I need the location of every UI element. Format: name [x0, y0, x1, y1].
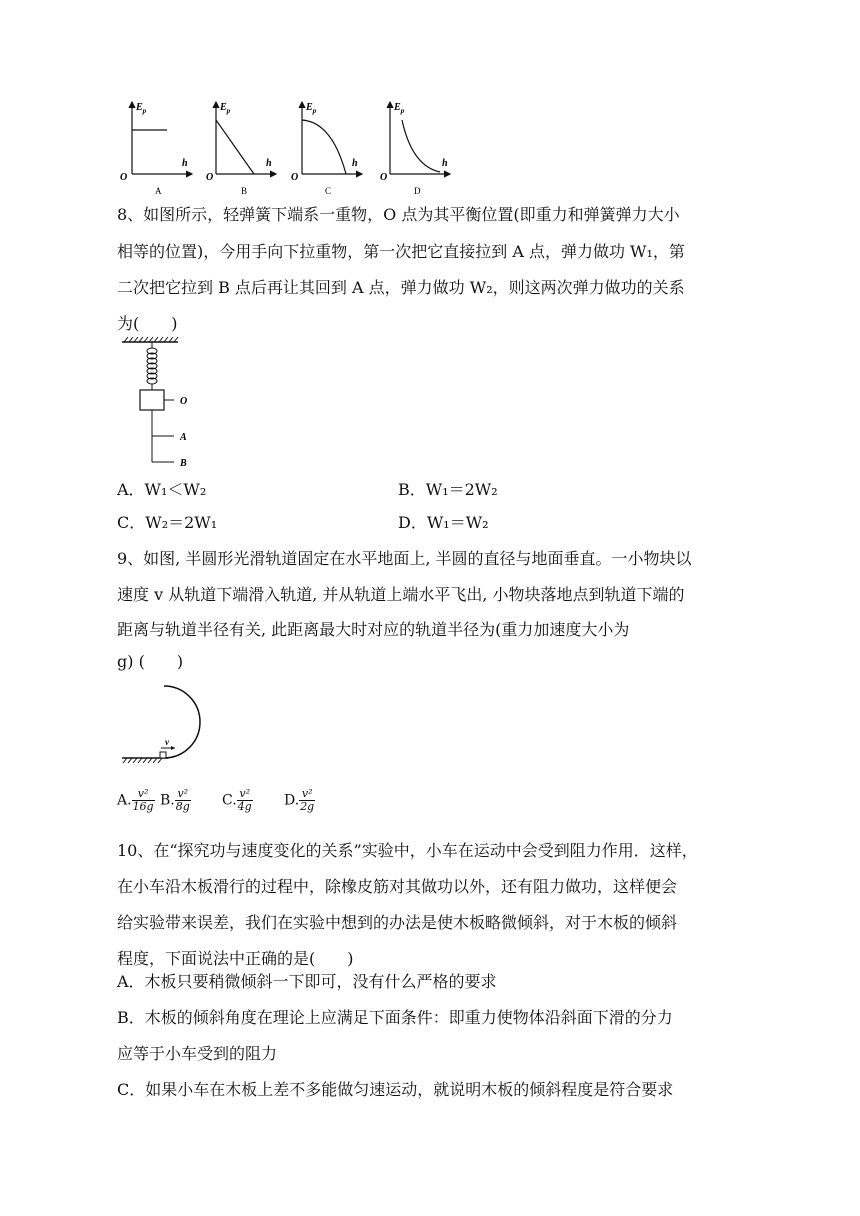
- q9-option-b-prefix: B.: [160, 792, 175, 809]
- graph-a-label: A: [155, 186, 162, 196]
- graph-b-label: B: [241, 186, 248, 196]
- ep-h-graphs: [110, 96, 460, 200]
- graph-b-xlabel: h: [266, 158, 272, 169]
- graph-a-origin: O: [120, 172, 128, 183]
- q8-option-b[interactable]: B．W₁＝2W₂: [398, 480, 498, 499]
- q10-option-c[interactable]: C．如果小车在木板上差不多能做匀速运动，就说明木板的倾斜程度是符合要求: [117, 1080, 674, 1099]
- q9-option-a-fraction: $\frac{\text{v²}}{16g}$: [132, 787, 154, 813]
- q9-option-a[interactable]: [117, 788, 155, 813]
- spring-label-b: B: [180, 458, 187, 469]
- graph-b-ylabel: $E_p$: [220, 102, 231, 115]
- q9-option-d-prefix: D.: [284, 792, 300, 809]
- q9-option-d-fraction: $\frac{\text{v²}}{2g}$: [300, 787, 315, 813]
- graph-a-ylabel: $E_p$: [136, 102, 147, 115]
- graph-b-origin: O: [206, 172, 214, 183]
- graph-a-xlabel: h: [182, 158, 188, 169]
- q9-option-c-prefix: C.: [222, 792, 237, 809]
- spring-figure: [118, 336, 208, 471]
- graph-d: [380, 102, 450, 196]
- q10-line-4: 程度，下面说法中正确的是( ): [117, 949, 354, 968]
- graph-d-origin: O: [380, 172, 388, 183]
- graph-d-label: D: [414, 186, 421, 196]
- q10-line-2: 在小车沿木板滑行的过程中，除橡皮筋对其做功以外，还有阻力做功，这样便会: [117, 877, 678, 896]
- q9-option-a-prefix: A.: [117, 792, 132, 809]
- velocity-label: v: [165, 737, 169, 747]
- q10-option-b-line-1[interactable]: B．木板的倾斜角度在理论上应满足下面条件：即重力使物体沿斜面下滑的分力: [117, 1008, 673, 1027]
- q9-option-d[interactable]: [284, 788, 315, 813]
- q9-line-1: 9、如图, 半圆形光滑轨道固定在水平地面上, 半圆的直径与地面垂直。一小物块以: [117, 549, 692, 568]
- q9-option-c[interactable]: [222, 788, 253, 813]
- q9-line-4: g) ( ): [117, 652, 184, 671]
- q10-line-3: 给实验带来误差，我们在实验中想到的办法是使木板略微倾斜，对于木板的倾斜: [117, 913, 678, 932]
- graph-c-ylabel: $E_p$: [306, 102, 317, 115]
- spring-label-a: A: [180, 432, 187, 443]
- q8-option-c[interactable]: C．W₂＝2W₁: [117, 513, 218, 532]
- spring-label-o: O: [180, 396, 188, 407]
- q8-line-1: 8、如图所示，轻弹簧下端系一重物，O 点为其平衡位置(即重力和弹簧弹力大小: [117, 205, 680, 224]
- graph-d-ylabel: $E_p$: [394, 102, 405, 115]
- graph-a: [120, 102, 192, 196]
- graph-b: [206, 102, 276, 196]
- q9-line-2: 速度 v 从轨道下端滑入轨道, 并从轨道上端水平飞出, 小物块落地点到轨道下端的: [117, 585, 685, 604]
- q9-option-b-fraction: $\frac{\text{v²}}{8g}$: [175, 787, 190, 813]
- q10-option-a[interactable]: A．木板只要稍微倾斜一下即可，没有什么严格的要求: [117, 972, 497, 991]
- q8-option-a[interactable]: A．W₁＜W₂: [117, 480, 207, 499]
- q10-line-1: 10、在“探究功与速度变化的关系”实验中，小车在运动中会受到阻力作用．这样，: [117, 841, 698, 860]
- q9-line-3: 距离与轨道半径有关, 此距离最大时对应的轨道半径为(重力加速度大小为: [117, 620, 630, 639]
- q10-option-b-line-2: 应等于小车受到的阻力: [117, 1044, 278, 1063]
- graph-d-xlabel: h: [442, 158, 448, 169]
- semicircle-track-figure: [120, 682, 210, 768]
- graph-c-label: C: [325, 186, 332, 196]
- graph-c: [291, 102, 362, 196]
- graph-c-xlabel: h: [352, 158, 358, 169]
- q9-option-c-fraction: $\frac{\text{v²}}{4g}$: [237, 787, 252, 813]
- q8-option-d[interactable]: D．W₁＝W₂: [398, 513, 489, 532]
- graph-c-origin: O: [291, 172, 299, 183]
- q8-line-3: 二次把它拉到 B 点后再让其回到 A 点，弹力做功 W₂，则这两次弹力做功的关系: [117, 278, 685, 297]
- q9-option-b[interactable]: [160, 788, 191, 813]
- q8-line-2: 相等的位置)，今用手向下拉重物，第一次把它直接拉到 A 点，弹力做功 W₁，第: [117, 242, 685, 261]
- q8-line-4: 为( ): [117, 314, 178, 333]
